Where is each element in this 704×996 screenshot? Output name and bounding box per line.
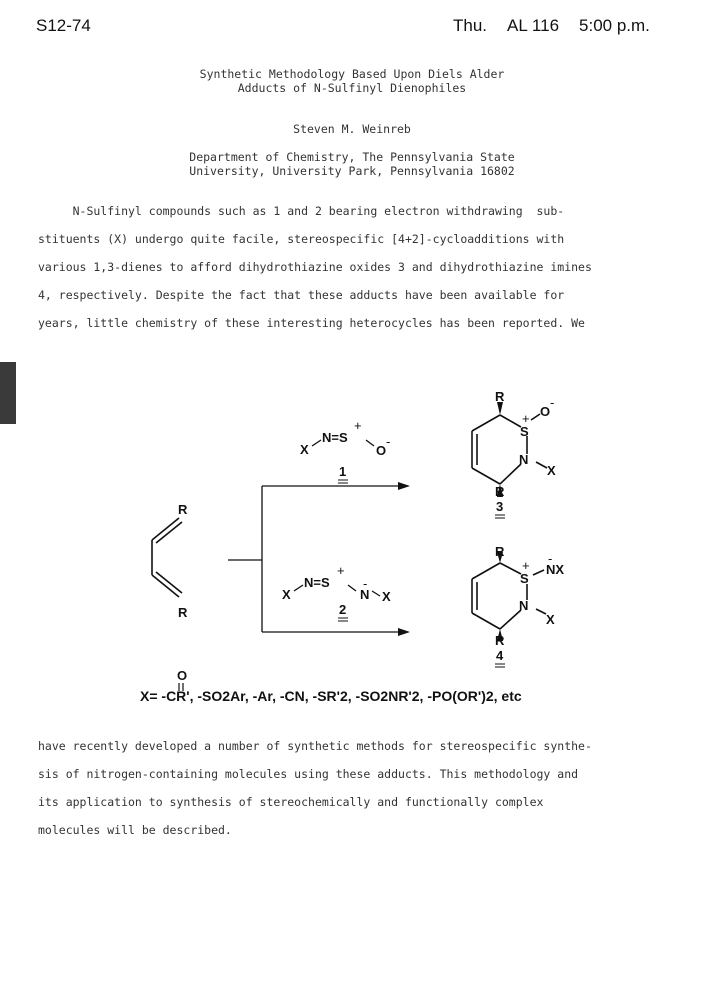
product-3-x: X [547,463,556,478]
affiliation-line-2: University, University Park, Pennsylvania 16802 [189,164,515,178]
paragraph-line: have recently developed a number of synthetic methods for stereospecific synthe- [38,739,592,753]
product-4-plus: + [522,558,530,573]
product-3-o: O [540,404,551,419]
product-4-s: S [520,571,529,586]
compound-1-o: O [376,443,387,458]
compound-2-n: N [360,587,370,602]
compound-1-nes: N=S [322,430,348,445]
product-3-r-bottom: R [495,484,505,499]
reaction-arrows [228,486,400,632]
product-4-r-top: R [495,544,505,559]
product-4-n: N [519,598,529,613]
product-3-n: N [519,452,529,467]
arrow-head-upper [398,482,410,490]
x-def-carbonyl-o: O [177,668,188,683]
product-3-r-top: R [495,389,505,404]
diene-r-top: R [178,502,188,517]
compound-2-nes: N=S [304,575,330,590]
paragraph-conclusion [38,732,658,844]
compound-1-number: 1 [339,464,347,479]
paragraph-line: its application to synthesis of stereochemically and functionally complex [38,795,544,809]
product-3-minus: - [550,395,555,410]
product-4-minus: - [548,551,553,566]
compound-2-x: X [282,587,291,602]
product-3-plus: + [522,411,530,426]
paragraph-line: years, little chemistry of these interesting heterocycles has been reported. We [38,316,585,330]
product-4-r-bottom: R [495,633,505,648]
compound-1 [300,418,390,483]
diene-structure [152,518,182,597]
author-name: Steven M. Weinreb [293,122,411,136]
compound-1-minus: - [386,434,391,449]
product-3-s: S [520,424,529,439]
paragraph-line: various 1,3-dienes to afford dihydrothiazine oxides 3 and dihydrothiazine imines [38,260,592,274]
diene-r-bottom: R [178,605,188,620]
compound-1-plus: + [354,418,362,433]
session-time: 5:00 p.m. [579,16,650,35]
session-room: AL 116 [507,16,560,35]
title-line-1: Synthetic Methodology Based Upon Diels Alder [199,67,505,81]
paragraph-line: stituents (X) undergo quite facile, stereospecific [4+2]-cycloadditions with [38,232,565,246]
arrow-head-lower [398,628,410,636]
compound-2-number: 2 [339,602,347,617]
title-line-2: Adducts of N-Sulfinyl Dienophiles [237,81,467,95]
abstract-code: S12-74 [36,16,91,35]
product-4-nx: NX [546,562,565,577]
compound-2-plus: + [337,563,345,578]
product-4-number: 4 [496,648,504,663]
compound-2-minus: - [363,576,368,591]
product-3-number: 3 [496,499,504,514]
paragraph-line: sis of nitrogen-containing molecules using these adducts. This methodology and [38,767,579,781]
x-definition: X= -CR', -SO2Ar, -Ar, -CN, -SR'2, -SO2NR'2, -PO(OR')2, etc [140,688,522,704]
affiliation-line-1: Department of Chemistry, The Pennsylvania State [189,150,515,164]
product-4-x: X [546,612,555,627]
compound-2 [282,563,391,621]
compound-2-x2: X [382,589,391,604]
paragraph-line: molecules will be described. [38,823,232,837]
compound-1-x: X [300,442,309,457]
product-4 [472,544,564,667]
session-day: Thu. [453,16,488,35]
product-3 [472,389,556,518]
paragraph-line: 4, respectively. Despite the fact that these adducts have been available for [38,288,565,302]
paragraph-line: N-Sulfinyl compounds such as 1 and 2 bearing electron withdrawing sub- [38,204,565,218]
